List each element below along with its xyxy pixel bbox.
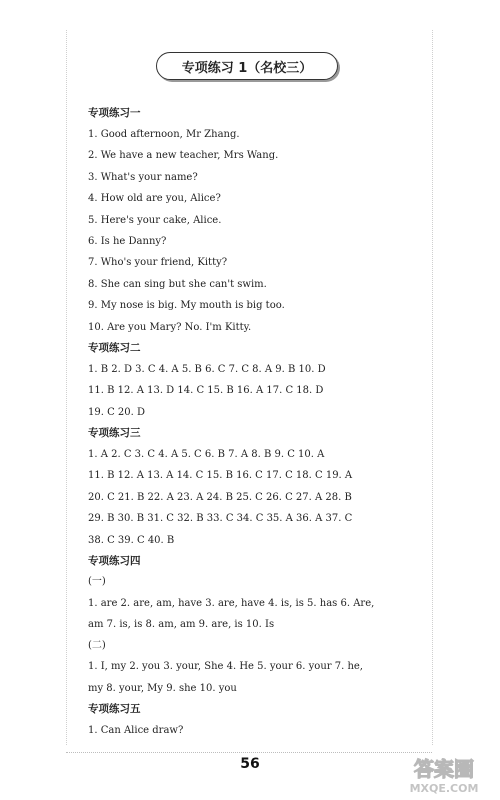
page-number: 56	[240, 756, 260, 772]
answer-line: 1. are 2. are, am, have 3. are, have 4. is, is 5. has 6. Are,	[88, 597, 375, 609]
right-margin-rule	[432, 30, 433, 745]
watermark-top-text: 答案圈	[414, 757, 474, 781]
answer-line: 11. B 12. A 13. A 14. C 15. B 16. C 17. C 18. C 19. A	[88, 470, 353, 482]
section-heading-1: 专项练习一	[88, 107, 141, 119]
answer-line: 1. Good afternoon, Mr Zhang.	[88, 129, 240, 140]
section-heading-5: 专项练习五	[88, 703, 141, 716]
answer-line: 19. C 20. D	[88, 406, 146, 418]
watermark-bottom-text: MXQE.COM	[409, 782, 479, 795]
answer-line: 9. My nose is big. My mouth is big too.	[88, 300, 285, 312]
answer-line: am 7. is, is 8. am, am 9. are, is 10. Is	[88, 619, 275, 631]
answer-line: 8. She can sing but she can't swim.	[88, 278, 267, 290]
subsection-label: (一)	[88, 576, 106, 588]
footer-rule	[66, 752, 432, 753]
answer-line: 6. Is he Danny?	[88, 235, 167, 247]
page-title: 专项练习 1（名校三）	[156, 52, 338, 80]
left-margin-rule	[66, 30, 67, 745]
answer-line: 5. Here's your cake, Alice.	[88, 214, 222, 226]
answer-line: 3. What's your name?	[88, 171, 198, 183]
watermark-logo	[394, 752, 494, 796]
answer-line: 7. Who's your friend, Kitty?	[88, 257, 228, 269]
answer-line: 1. B 2. D 3. C 4. A 5. B 6. C 7. C 8. A 9. B 10. D	[88, 363, 326, 375]
answer-line: 1. I, my 2. you 3. your, She 4. He 5. your 6. your 7. he,	[88, 661, 363, 673]
answer-line: 2. We have a new teacher, Mrs Wang.	[88, 150, 279, 162]
answer-line: 1. A 2. C 3. C 4. A 5. C 6. B 7. A 8. B 9. C 10. A	[88, 449, 325, 461]
section-heading-2: 专项练习二	[88, 341, 141, 354]
answer-line: 11. B 12. A 13. D 14. C 15. B 16. A 17. C 18. D	[88, 385, 324, 397]
section-heading-3: 专项练习三	[88, 427, 141, 440]
answer-content	[88, 103, 418, 742]
answer-line: 1. Can Alice draw?	[88, 725, 184, 737]
answer-line: 4. How old are you, Alice?	[88, 193, 221, 205]
answer-line: 20. C 21. B 22. A 23. A 24. B 25. C 26. C 27. A 28. B	[88, 491, 352, 503]
answer-line: 10. Are you Mary? No. I'm Kitty.	[88, 321, 252, 333]
answer-line: 29. B 30. B 31. C 32. B 33. C 34. C 35. A 36. A 37. C	[88, 513, 353, 525]
section-heading-4: 专项练习四	[88, 555, 141, 568]
answer-line: 38. C 39. C 40. B	[88, 534, 175, 546]
subsection-label: (二)	[88, 639, 106, 651]
answer-line: my 8. your, My 9. she 10. you	[88, 682, 237, 694]
